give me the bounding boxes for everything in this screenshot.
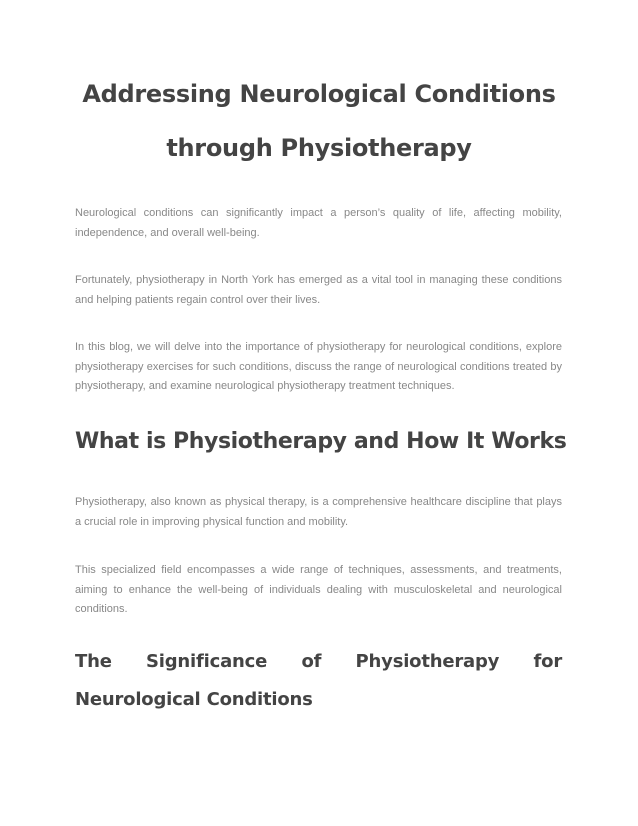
intro-paragraph-2: Fortunately, physiotherapy in North York has emerged as a vital tool in managing these conditions and helping patients regain control over their lives. [75, 274, 562, 306]
section-heading-significance: The Significance of Physiotherapy for Neurological Conditions [75, 651, 562, 710]
section1-paragraph-2: This specialized field encompasses a wide range of techniques, assessments, and treatments, aiming to enhance the well-being of individuals dealing with musculoskeletal and neurological conditions. [75, 564, 562, 615]
section-heading-what-is-physiotherapy: What is Physiotherapy and How It Works [75, 429, 567, 454]
page-title-line-2: through Physiotherapy [166, 134, 472, 162]
section1-paragraph-1: Physiotherapy, also known as physical therapy, is a comprehensive healthcare discipline that plays a crucial role in improving physical function and mobility. [75, 496, 562, 528]
intro-paragraph-1: Neurological conditions can significantly impact a person’s quality of life, affecting mobility, independence, and overall well-being. [75, 207, 562, 239]
intro-paragraph-3: In this blog, we will delve into the importance of physiotherapy for neurological conditions, explore physiotherapy exercises for such conditions, discuss the range of neurological conditions treated by physiotherapy, and examine neurological physiotherapy treatment techniques. [75, 341, 562, 392]
page-title-line-1: Addressing Neurological Conditions [82, 80, 556, 108]
